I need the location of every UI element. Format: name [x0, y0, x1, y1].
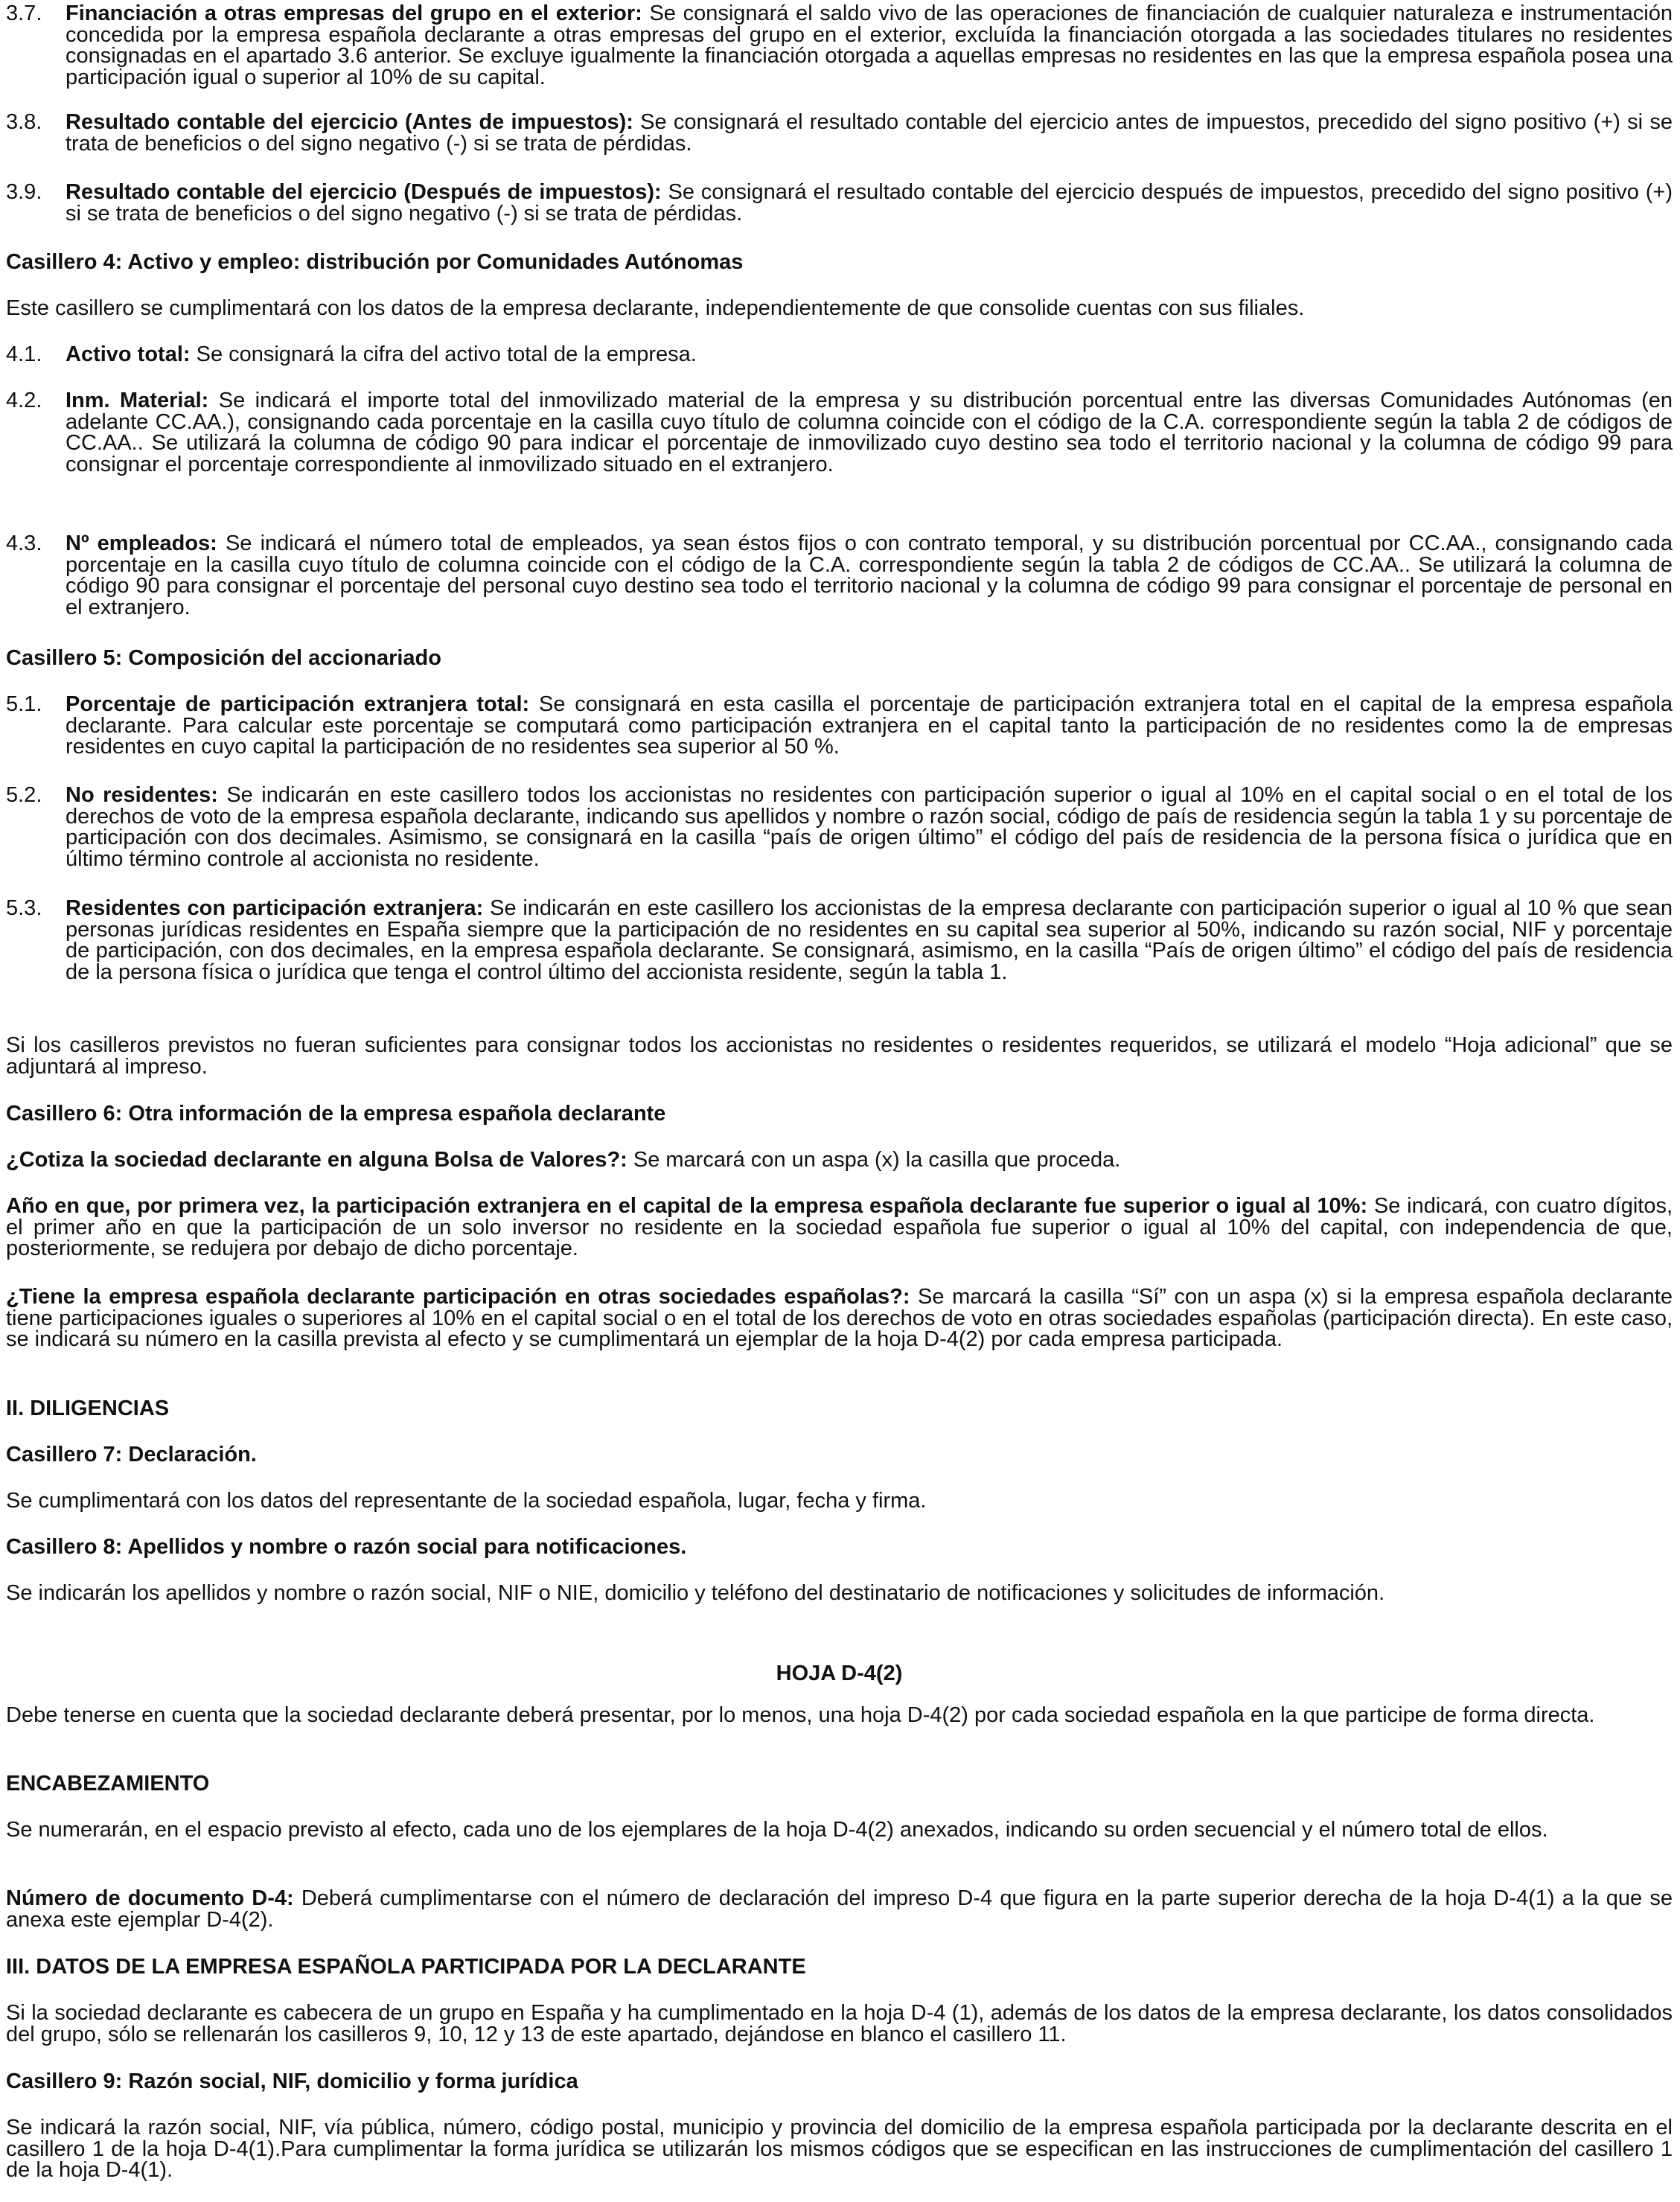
- item-number: 4.1.: [6, 342, 42, 366]
- item-number: 3.9.: [6, 180, 42, 204]
- casillero-5-heading: Casillero 5: Composición del accionariado: [6, 646, 441, 670]
- casillero-6-para-anio: Año en que, por primera vez, la participación extranjera en el capital de la empresa española declarante fue superior o igual al 10%: Se indicará, con cuatro dígitos, el primer año en que la participación de un solo inversor no residente en la sociedad española fue superior o igual al 10% del capital, con independencia de que, posteriormente, se redujera por debajo de dicho porcentaje.: [6, 1194, 1673, 1260]
- item-title: Financiación a otras empresas del grupo en el exterior:: [66, 1, 642, 25]
- section-iii-heading: III. DATOS DE LA EMPRESA ESPAÑOLA PARTICIPADA POR LA DECLARANTE: [6, 1955, 806, 1979]
- item-number: 4.3.: [6, 532, 42, 555]
- section-iii-text: Si la sociedad declarante es cabecera de un grupo en España y ha cumplimentado en la hoja D-4 (1), además de los datos de la empresa declarante, los datos consolidados del grupo, sólo se rellenarán los casilleros 9, 10, 12 y 13 de este apartado, dejándose en blanco el casillero 11.: [6, 2001, 1673, 2046]
- item-title: No residentes:: [66, 783, 218, 807]
- item-4-1: [6, 344, 1673, 366]
- item-number: 4.2.: [6, 389, 42, 412]
- item-title: Resultado contable del ejercicio (Después de impuestos):: [66, 180, 662, 204]
- casillero-7-text: Se cumplimentará con los datos del representante de la sociedad española, lugar, fecha y firma.: [6, 1489, 927, 1513]
- section-diligencias-heading: II. DILIGENCIAS: [6, 1397, 170, 1420]
- casillero-5-note: Si los casilleros previstos no fueran suficientes para consignar todos los accionistas no residentes o residentes requeridos, se utilizará el modelo “Hoja adicional” que se adjuntará al impreso.: [6, 1033, 1673, 1079]
- item-text: Se consignará el resultado contable del ejercicio después de impuestos, precedido del signo positivo (+) si se trata de beneficios o del signo negativo (-) si se trata de pérdidas.: [66, 180, 1673, 226]
- item-number: 3.7.: [6, 1, 42, 25]
- item-title: Inm. Material:: [66, 389, 209, 412]
- item-title: Nº empleados:: [66, 532, 217, 555]
- item-3-8: [6, 112, 1673, 154]
- item-number: 5.3.: [6, 896, 42, 920]
- item-number: 3.8.: [6, 110, 42, 134]
- item-text: Se indicarán en este casillero todos los accionistas no residentes con participación superior o igual al 10% en el capital social o en el total de los derechos de voto de la empresa española declarante, indicando sus apellidos y nombre o razón social, código de país de residencia según la tabla 1 y su porcentaje de participación con dos decimales. Asimismo, se consignará en la casilla “país de origen último” el código del país de residencia de la persona física o jurídica que en último término controle al accionista no residente.: [66, 783, 1673, 871]
- casillero-8-text: Se indicarán los apellidos y nombre o razón social, NIF o NIE, domicilio y teléfono del destinatario de notificaciones y solicitudes de información.: [6, 1581, 1385, 1605]
- item-text: Se indicará el número total de empleados, ya sean éstos fijos o con contrato temporal, y su distribución porcentual por CC.AA., consignando cada porcentaje en la casilla cuyo título de columna coincide con el código de la C.A. correspondiente según la tabla 2 de códigos de CC.AA.. Se utilizará la columna de código 90 para consignar el porcentaje del personal cuyo destino sea todo el territorio nacional y la columna de código 99 para consignar el porcentaje de personal en el extranjero.: [66, 532, 1673, 619]
- item-3-9: [6, 182, 1673, 224]
- item-text: Se consignará la cifra del activo total de la empresa.: [190, 342, 697, 366]
- item-5-3: [6, 898, 1673, 983]
- item-number: 5.2.: [6, 783, 42, 807]
- item-title: Residentes con participación extranjera:: [66, 896, 484, 920]
- item-title: Porcentaje de participación extranjera total:: [66, 692, 530, 716]
- item-5-2: [6, 785, 1673, 869]
- item-4-2: [6, 390, 1673, 475]
- item-3-7: [6, 3, 1673, 88]
- casillero-4-heading: Casillero 4: Activo y empleo: distribución por Comunidades Autónomas: [6, 250, 744, 274]
- casillero-4-intro: Este casillero se cumplimentará con los datos de la empresa declarante, independientemente de que consolide cuentas con sus filiales.: [6, 296, 1305, 320]
- item-4-3: [6, 533, 1673, 618]
- item-text: Se consignará en esta casilla el porcentaje de participación extranjera total en el capital de la empresa española declarante. Para calcular este porcentaje se computará como participación extranjera en el capital tanto la participación de no residentes como la de empresas residentes en cuyo capital la participación de no residentes sea superior al 50 %.: [66, 692, 1673, 759]
- encabezamiento-text: Se numerarán, en el espacio previsto al efecto, cada uno de los ejemplares de la hoja D-4(2) anexados, indicando su orden secuencial y el número total de ellos.: [6, 1818, 1548, 1842]
- item-text: Se consignará el saldo vivo de las operaciones de financiación de cualquier naturaleza e instrumentación concedida por la empresa española declarante a otras empresas del grupo en el exterior, excluída la financiación otorgada a las sociedades titulares no residentes consignadas en el apartado 3.6 anterior. Se excluye igualmente la financiación otorgada a aquellas empresas no residentes en las que la empresa española posea una participación igual o superior al 10% de su capital.: [66, 1, 1673, 89]
- hoja-title: HOJA D-4(2): [776, 1662, 903, 1685]
- item-title: Resultado contable del ejercicio (Antes de impuestos):: [66, 110, 633, 134]
- item-number: 5.1.: [6, 692, 42, 716]
- encabezamiento-heading: ENCABEZAMIENTO: [6, 1772, 210, 1796]
- item-text: Se consignará el resultado contable del ejercicio antes de impuestos, precedido del signo positivo (+) si se trata de beneficios o del signo negativo (-) si se trata de pérdidas.: [66, 110, 1673, 156]
- item-title: Activo total:: [66, 342, 191, 366]
- casillero-9-text: Se indicará la razón social, NIF, vía pública, número, código postal, municipio y provincia del domicilio de la empresa española participada por la declarante descrita en el casillero 1 de la hoja D-4(1).Para cumplimentar la forma jurídica se utilizarán los mismos códigos que se especifican en las instrucciones de cumplimentación del casillero 1 de la hoja D-4(1).: [6, 2116, 1673, 2182]
- hoja-intro: Debe tenerse en cuenta que la sociedad declarante deberá presentar, por lo menos, una hoja D-4(2) por cada sociedad española en la que participe de forma directa.: [6, 1703, 1595, 1727]
- numero-documento-para: Número de documento D-4: Deberá cumplimentarse con el número de declaración del impreso D-4 que figura en la parte superior derecha de la hoja D-4(1) a la que se anexa este ejemplar D-4(2).: [6, 1886, 1673, 1932]
- item-text: Se indicarán en este casillero los accionistas de la empresa declarante con participación superior o igual al 10 % que sean personas jurídicas residentes en España siempre que la participación de no residentes en su capital sea superior al 50%, indicando su razón social, NIF y porcentaje de participación, con dos decimales, en la empresa española declarante. Se consignará, asimismo, en la casilla “País de origen último” el código del país de residencia de la persona física o jurídica que tenga el control último del accionista residente, según la tabla 1.: [66, 896, 1673, 984]
- casillero-9-heading: Casillero 9: Razón social, NIF, domicilio y forma jurídica: [6, 2069, 578, 2093]
- casillero-6-para-participacion: ¿Tiene la empresa española declarante participación en otras sociedades españolas?: Se marcará la casilla “Sí” con un aspa (x) si la empresa española declarante tiene participaciones iguales o superiores al 10% en el capital social o en el total de los derechos de voto en otras sociedades españolas (participación directa). En este caso, se indicará su número en la casilla prevista al efecto y se cumplimentará un ejemplar de la hoja D-4(2) por cada empresa participada.: [6, 1285, 1673, 1351]
- item-text: Se indicará el importe total del inmovilizado material de la empresa y su distribución porcentual entre las diversas Comunidades Autónomas (en adelante CC.AA.), consignando cada porcentaje en la casilla cuyo título de columna coincide con el código de la C.A. correspondiente según la tabla 2 de códigos de CC.AA.. Se utilizará la columna de código 90 para indicar el porcentaje de inmovilizado cuyo destino sea todo el territorio nacional y la columna de código 99 para consignar el porcentaje correspondiente al inmovilizado situado en el extranjero.: [66, 389, 1673, 476]
- casillero-6-para-bolsa: ¿Cotiza la sociedad declarante en alguna Bolsa de Valores?: Se marcará con un aspa (x) la casilla que proceda.: [6, 1148, 1121, 1172]
- casillero-6-heading: Casillero 6: Otra información de la empresa española declarante: [6, 1102, 666, 1126]
- casillero-7-heading: Casillero 7: Declaración.: [6, 1443, 257, 1467]
- casillero-8-heading: Casillero 8: Apellidos y nombre o razón social para notificaciones.: [6, 1535, 687, 1559]
- item-5-1: [6, 694, 1673, 758]
